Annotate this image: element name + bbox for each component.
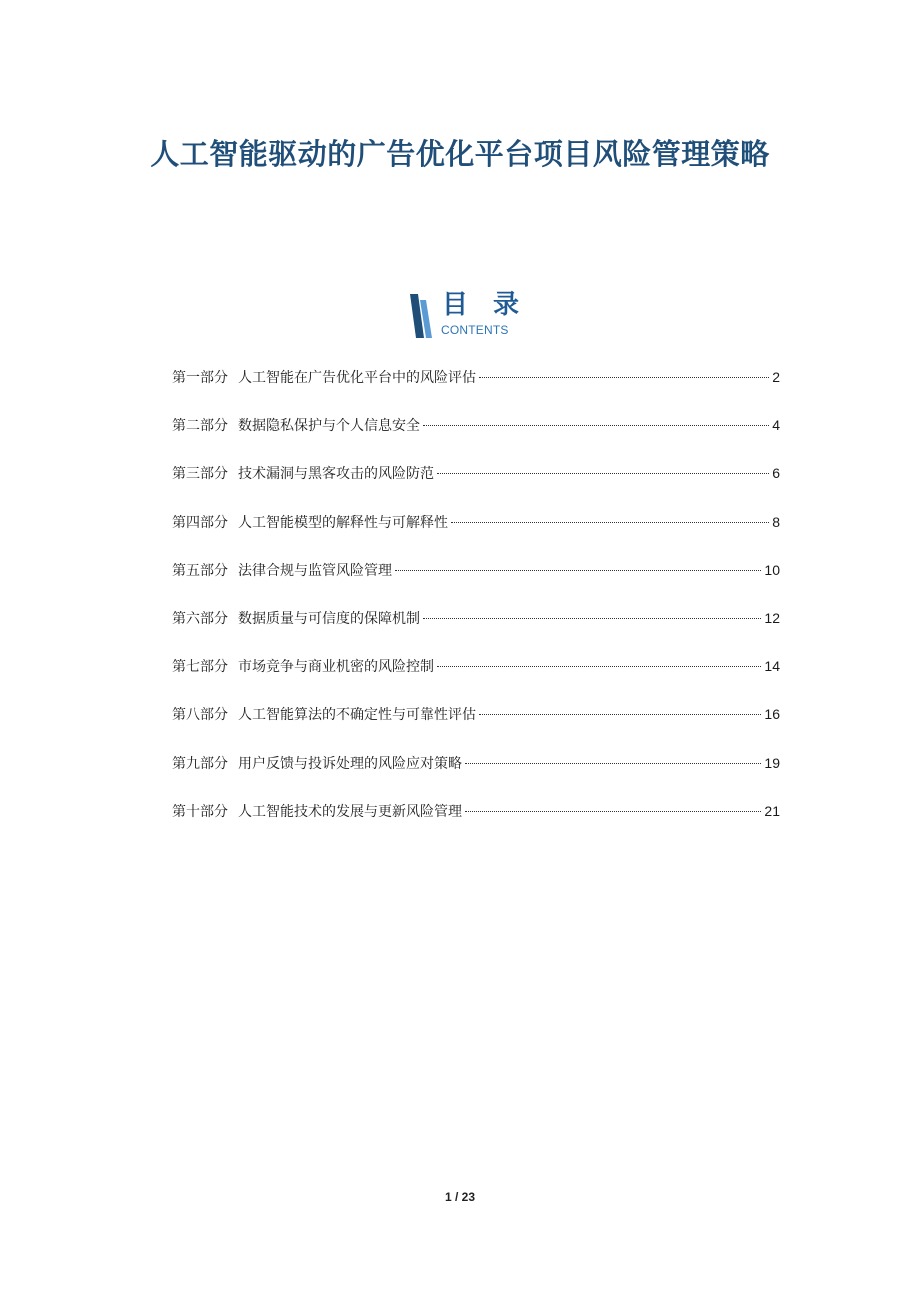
- toc-entry-part: 第三部分: [172, 466, 228, 483]
- toc-entry-title[interactable]: 用户反馈与投诉处理的风险应对策略: [238, 755, 462, 772]
- toc-entry-part: 第四部分: [172, 514, 228, 531]
- toc-dot-leader: [465, 811, 761, 812]
- toc-entry-title[interactable]: 人工智能技术的发展与更新风险管理: [238, 803, 462, 820]
- toc-subheading: CONTENTS: [441, 323, 509, 337]
- toc-entry-page: 16: [764, 706, 780, 723]
- toc-entry-part: 第七部分: [172, 659, 228, 676]
- toc-entry-page: 19: [764, 754, 780, 771]
- toc-entry-page: 12: [764, 609, 780, 626]
- toc-dot-leader: [423, 618, 761, 619]
- toc-entry-page: 2: [772, 369, 780, 385]
- toc-entry-part: 第十部分: [172, 803, 228, 820]
- toc-entry-part: 第九部分: [172, 755, 228, 772]
- toc-dot-leader: [437, 473, 769, 474]
- toc-dot-leader: [479, 714, 761, 715]
- toc-entry-title[interactable]: 人工智能算法的不确定性与可靠性评估: [238, 707, 476, 724]
- contents-logo-icon: [408, 294, 432, 338]
- toc-entry-page: 4: [772, 417, 780, 434]
- toc-entry-7[interactable]: [172, 655, 780, 703]
- toc-entry-1[interactable]: [172, 366, 780, 414]
- toc-entry-8[interactable]: [172, 703, 780, 751]
- toc-entry-page: 10: [764, 561, 780, 578]
- toc-dot-leader: [465, 763, 761, 764]
- toc-entry-10[interactable]: [172, 800, 780, 848]
- toc-dot-leader: [423, 425, 769, 426]
- toc-entry-title[interactable]: 人工智能在广告优化平台中的风险评估: [238, 370, 476, 386]
- toc-dot-leader: [479, 377, 769, 378]
- page-number: 1 / 23: [444, 1190, 476, 1204]
- toc-entry-2[interactable]: [172, 414, 780, 462]
- toc-entry-page: 14: [764, 658, 780, 675]
- toc-entry-page: 21: [764, 802, 780, 819]
- document-title: 人工智能驱动的广告优化平台项目风险管理策略: [150, 137, 770, 172]
- toc-entry-page: 8: [772, 513, 780, 530]
- toc-entry-5[interactable]: [172, 559, 780, 607]
- toc-entry-title[interactable]: 法律合规与监管风险管理: [238, 562, 392, 579]
- toc-entry-title[interactable]: 技术漏洞与黑客攻击的风险防范: [238, 466, 434, 483]
- toc-entry-page: 6: [772, 465, 780, 482]
- toc-entry-part: 第六部分: [172, 610, 228, 627]
- toc-entry-part: 第一部分: [172, 370, 228, 386]
- toc-entry-part: 第五部分: [172, 562, 228, 579]
- toc-entry-title[interactable]: 市场竞争与商业机密的风险控制: [238, 659, 434, 676]
- toc-entry-3[interactable]: [172, 462, 780, 510]
- toc-heading: 目 录: [442, 290, 528, 320]
- toc-entry-9[interactable]: [172, 752, 780, 800]
- toc-entry-6[interactable]: [172, 607, 780, 655]
- toc-entry-title[interactable]: 数据隐私保护与个人信息安全: [238, 418, 420, 435]
- toc-dot-leader: [437, 666, 761, 667]
- toc-entry-title[interactable]: 数据质量与可信度的保障机制: [238, 610, 420, 627]
- toc-header: [408, 290, 528, 342]
- toc-dot-leader: [395, 570, 761, 571]
- toc-entry-4[interactable]: [172, 511, 780, 559]
- toc-entry-part: 第二部分: [172, 418, 228, 435]
- table-of-contents: [172, 366, 780, 848]
- toc-entry-part: 第八部分: [172, 707, 228, 724]
- toc-entry-title[interactable]: 人工智能模型的解释性与可解释性: [238, 514, 448, 531]
- toc-dot-leader: [451, 522, 769, 523]
